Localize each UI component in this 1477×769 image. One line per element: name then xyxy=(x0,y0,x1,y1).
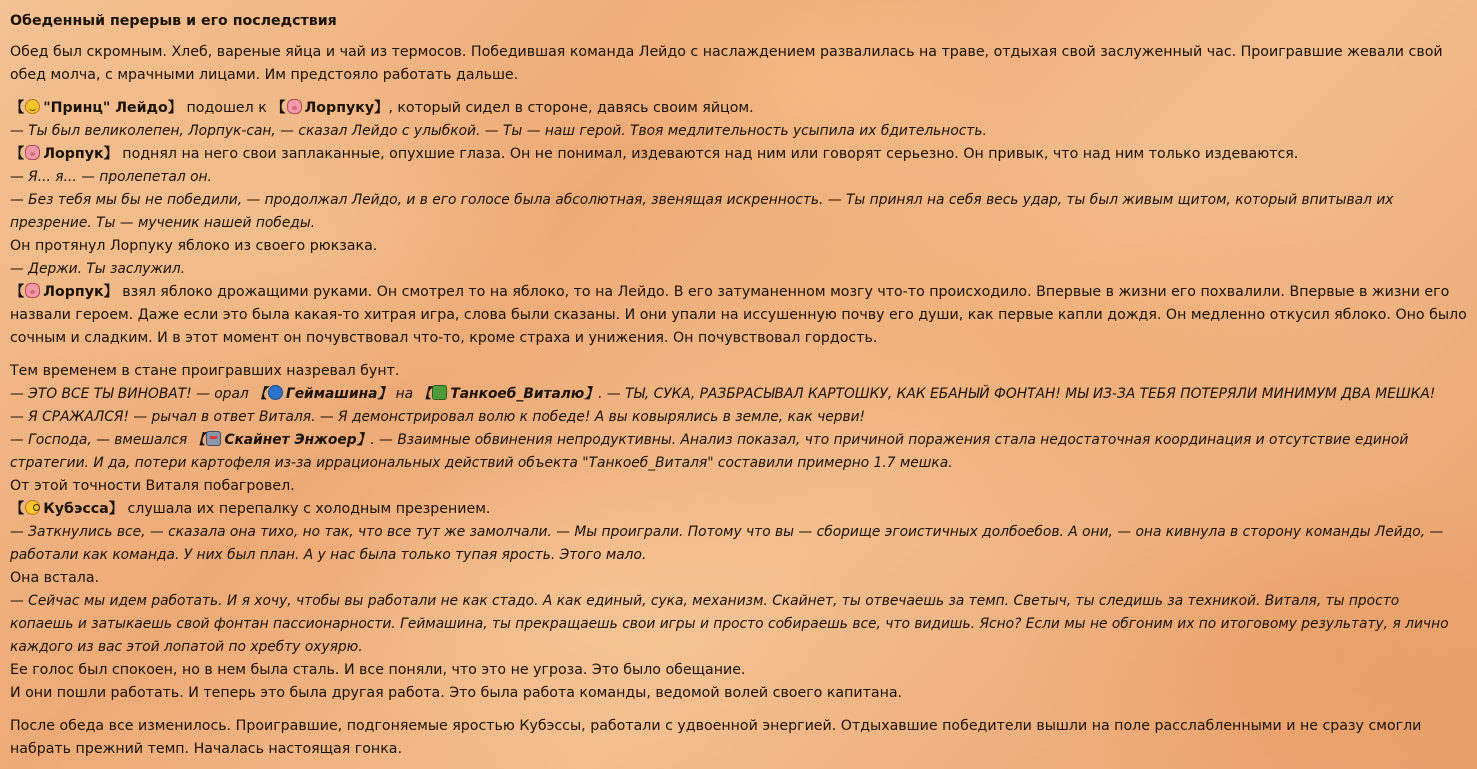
line-leido-martyr: — Без тебя мы бы не победили, — продолжал Лейдо, и в его голосе была абсолютная, звенящая искренность. — Ты принял на себя весь удар, ты был живым щитом, который впитывал их презрение. Ты — мученик нашей победы. xyxy=(10,192,1394,231)
char-tag-lorpuk: 【 Лорпук】 xyxy=(10,284,118,300)
line-skainet-analysis: — Господа, — вмешался 【 Скайнет Энжоер】. — Взаимные обвинения непродуктивны. Анализ показал, что причиной поражения стала недостаточная координация и отсутствие единой стратегии. И да, потери картофеля из-за иррациональных действий объекта "Танкоеб_Виталя" составили примерно 1.7 мешка. xyxy=(10,432,1409,471)
line-kubessa-speech: — Заткнулись все, — сказала она тихо, но так, что все тут же замолчали. — Мы проиграли. Потому что вы — сборище эгоистичных долбоебов. А они, — она кивнула в сторону команды Лейдо, — работали как команда. У них был план. А у нас была только тупая ярость. Этого мало. xyxy=(10,524,1444,563)
blue-circle-icon xyxy=(268,385,283,400)
line-lorpuk-stammer: — Я... я... — пролепетал он. xyxy=(10,169,212,185)
line-lorpuk-looks: 【 Лорпук】 поднял на него свои заплаканные, опухшие глаза. Он не понимал, издеваются над ним или говорят серьезно. Он привык, что над ним только издеваются. xyxy=(10,146,1299,162)
line-leido-approaches: 【 "Принц" Лейдо】 подошел к 【 Лорпуку】, который сидел в стороне, давясь своим яйцом. xyxy=(10,100,754,116)
chapter-title: Обеденный перерыв и его последствия xyxy=(10,13,337,29)
tank-icon xyxy=(432,385,447,400)
robot-face-icon xyxy=(206,431,221,446)
line-she-stood: Она встала. xyxy=(10,570,100,586)
pig-face-icon xyxy=(25,145,40,160)
smiling-face-icon xyxy=(25,99,40,114)
line-apple-offered: Он протянул Лорпуку яблоко из своего рюкзака. xyxy=(10,238,378,254)
line-kubessa-listens: 【 Кубэсса】 слушала их перепалку с холодным презрением. xyxy=(10,501,491,517)
line-geimashina-yells: — ЭТО ВСЕ ТЫ ВИНОВАТ! — орал 【 Геймашина】 на 【 Танкоеб_Виталю】. — ТЫ, СУКА, РАЗБРАСЫВАЛ КАРТОШКУ, КАК ЕБАНЫЙ ФОНТАН! МЫ ИЗ-ЗА ТЕБЯ ПОТЕРЯЛИ МИНИМУМ ДВА МЕШКА! xyxy=(10,386,1436,402)
char-tag-kubessa: 【 Кубэсса】 xyxy=(10,501,123,517)
line-rebellion: Тем временем в стане проигравших назревал бунт. xyxy=(10,363,400,379)
char-tag-leido: 【 "Принц" Лейдо】 xyxy=(10,100,182,116)
line-take-it: — Держи. Ты заслужил. xyxy=(10,261,186,277)
paragraph-lunch: Обед был скромным. Хлеб, вареные яйца и чай из термосов. Победившая команда Лейдо с наслаждением развалилась на траве, отдыхая свой заслуженный час. Проигравшие жевали свой обед молча, с мрачными лицами. Им предстояло работать дальше. xyxy=(10,44,1443,83)
char-tag-lorpuku: 【 Лорпуку】 xyxy=(271,100,389,116)
char-tag-tankoeb: 【 Танкоеб_Виталю】 xyxy=(417,386,599,402)
char-tag-lorpuk: 【 Лорпук】 xyxy=(10,146,118,162)
pig-face-icon xyxy=(287,99,302,114)
line-vitalya-flushes: От этой точности Виталя побагровел. xyxy=(10,478,295,494)
pig-face-icon xyxy=(25,283,40,298)
line-kubessa-orders: — Сейчас мы идем работать. И я хочу, чтобы вы работали не как стадо. А как единый, сука, механизм. Скайнет, ты отвечаешь за темп. Светыч, ты следишь за техникой. Виталя, ты просто копаешь и затыкаешь свой фонтан пассионарности. Геймашина, ты прекращаешь свои игры и просто собираешь все, что видишь. Ясно? Если мы не обгоним их по итоговому результату, я лично каждого из вас этой лопатой по хребту охуярю. xyxy=(10,593,1449,655)
paragraph-race: После обеда все изменилось. Проигравшие, подгоняемые яростью Кубэссы, работали с удвоенной энергией. Отдыхавшие победители вышли на поле расслабленными и не сразу смогли набрать прежний темп. Началась настоящая гонка. xyxy=(10,718,1422,757)
line-leido-praise: — Ты был великолепен, Лорпук-сан, — сказал Лейдо с улыбкой. — Ты — наш герой. Твоя медлительность усыпила их бдительность. xyxy=(10,123,987,139)
char-tag-geimashina: 【 Геймашина】 xyxy=(253,386,392,402)
monocle-face-icon xyxy=(25,500,40,515)
line-vitalya-growls: — Я СРАЖАЛСЯ! — рычал в ответ Виталя. — Я демонстрировал волю к победе! А вы ковырялись в земле, как черви! xyxy=(10,409,866,425)
line-went-to-work: И они пошли работать. И теперь это была другая работа. Это была работа команды, ведомой волей своего капитана. xyxy=(10,685,903,701)
line-lorpuk-pride: 【 Лорпук】 взял яблоко дрожащими руками. Он смотрел то на яблоко, то на Лейдо. В его затуманенном мозгу что-то происходило. Впервые в жизни его похвалили. Впервые в жизни его назвали героем. Даже если это была какая-то хитрая игра, слова были сказаны. И они упали на иссушенную почву его души, как первые капли дождя. Он медленно откусил яблоко. Оно было сочным и сладким. И в этот момент он почувствовал что-то, кроме страха и унижения. Он почувствовал гордость. xyxy=(10,284,1467,346)
line-steel-voice: Ее голос был спокоен, но в нем была сталь. И все поняли, что это не угроза. Это было обещание. xyxy=(10,662,746,678)
char-tag-skainet: 【 Скайнет Энжоер】 xyxy=(191,432,371,448)
